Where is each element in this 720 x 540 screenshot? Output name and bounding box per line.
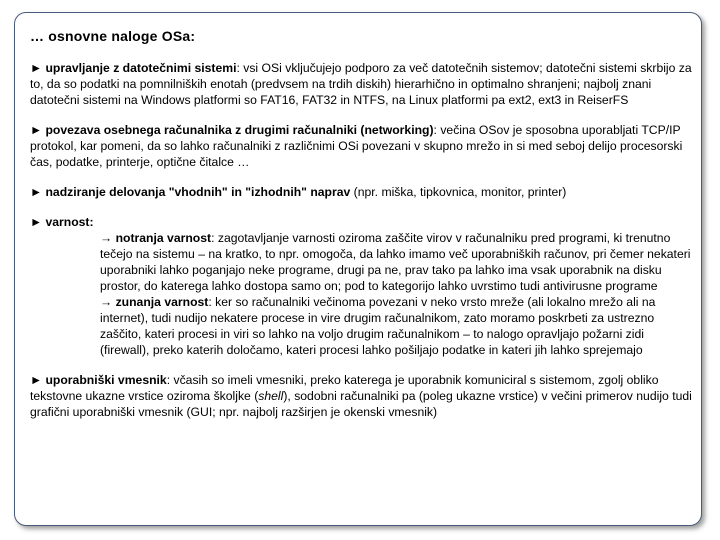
bullet-marker-icon: ►	[30, 61, 43, 75]
paragraph-head: varnost:	[45, 215, 94, 229]
paragraph-head: upravljanje z datotečnimi sistemi	[45, 61, 237, 75]
paragraph-user-interface	[30, 372, 692, 420]
paragraph-text: : vsi OSi vključujejo podporo za več datotečnih sistemov; datotečni sistemi skrbijo za to, da so podatki na pomnilniških enotah (predvsem na trdih diskih) hierarhično in optimalno shranjeni; najbolj znani datotečni sistemi na Windows platformi so FAT16, FAT32 in NTFS, na Linux platformi pa ext2, ext3 in ReiserFS	[30, 61, 692, 107]
subparagraph-head: zunanja varnost	[115, 295, 209, 309]
bullet-marker-icon: ►	[30, 215, 43, 229]
bullet-marker-icon: ►	[30, 373, 43, 387]
paragraph-text: : včasih so imeli vmesniki, preko katerega je uporabnik komuniciral s sistemom, zgolj obliko tekstovne ukazne vrstice oziroma školjke (	[30, 373, 659, 403]
paragraph-head: povezava osebnega računalnika z drugimi računalniki (networking)	[45, 123, 434, 137]
bullet-marker-icon: ►	[30, 185, 43, 199]
slide-content	[30, 22, 692, 434]
shell-term: shell	[258, 389, 284, 403]
paragraph-head: uporabniški vmesnik	[45, 373, 167, 387]
arrow-icon: →	[100, 231, 113, 245]
subparagraph-external-security	[100, 294, 692, 358]
slide-title: … osnovne naloge OSa:	[30, 28, 196, 44]
subparagraph-head: notranja varnost	[115, 231, 212, 245]
subparagraph-text: : ker so računalniki večinoma povezani v neko vrsto mreže (ali lokalno mrežo ali na internet), tudi nudijo nekatere procese in vire drugim računalnikom, zato moramo poskrbeti za ustrezno zaščito, kateri procesi in viri so lahko na voljo drugim računalnikom – to nalogo opravljajo požarni zidi (firewall), preko katerih določamo, kateri procesi lahko pošiljajo podatke in kateri jih lahko sprejemajo	[100, 295, 656, 357]
subparagraph-text: : zagotavljanje varnosti oziroma zaščite virov v računalniku pred programi, ki trenutno tečejo na sistemu – na kratko, to npr. omogoča, da lahko imamo več uporabniških računov, pri čemer nekateri uporabniki lahko poganjajo neke programe, drugi pa ne, prav tako pa lahko ima vsak uporabnik na disku prostor, do katerega lahko dostopa samo on; pod to kategorijo lahko uvrstimo tudi antivirusne programe	[100, 231, 691, 293]
paragraph-io-devices	[30, 184, 692, 200]
paragraph-networking	[30, 122, 692, 170]
paragraph-file-systems	[30, 60, 692, 108]
paragraph-security	[30, 214, 692, 358]
paragraph-head: nadziranje delovanja "vhodnih" in "izhodnih" naprav	[45, 185, 351, 199]
subparagraph-internal-security	[100, 230, 692, 294]
bullet-marker-icon: ►	[30, 123, 43, 137]
paragraph-text: : večina OSov je sposobna uporabljati TCP/IP protokol, kar pomeni, da so lahko računalniki z različnimi OSi povezani v skupno mrežo in si med seboj delijo procesorski čas, podatke, printerje, optične čitalce …	[30, 123, 683, 169]
paragraph-text: ), sodobni računalniki pa (poleg ukazne vrstice) v večini primerov nudijo tudi grafični uporabniški vmesnik (GUI; npr. najbolj razširjen je okenski vmesnik)	[30, 389, 692, 419]
arrow-icon: →	[100, 295, 113, 309]
paragraph-text: (npr. miška, tipkovnica, monitor, printer)	[350, 185, 567, 199]
